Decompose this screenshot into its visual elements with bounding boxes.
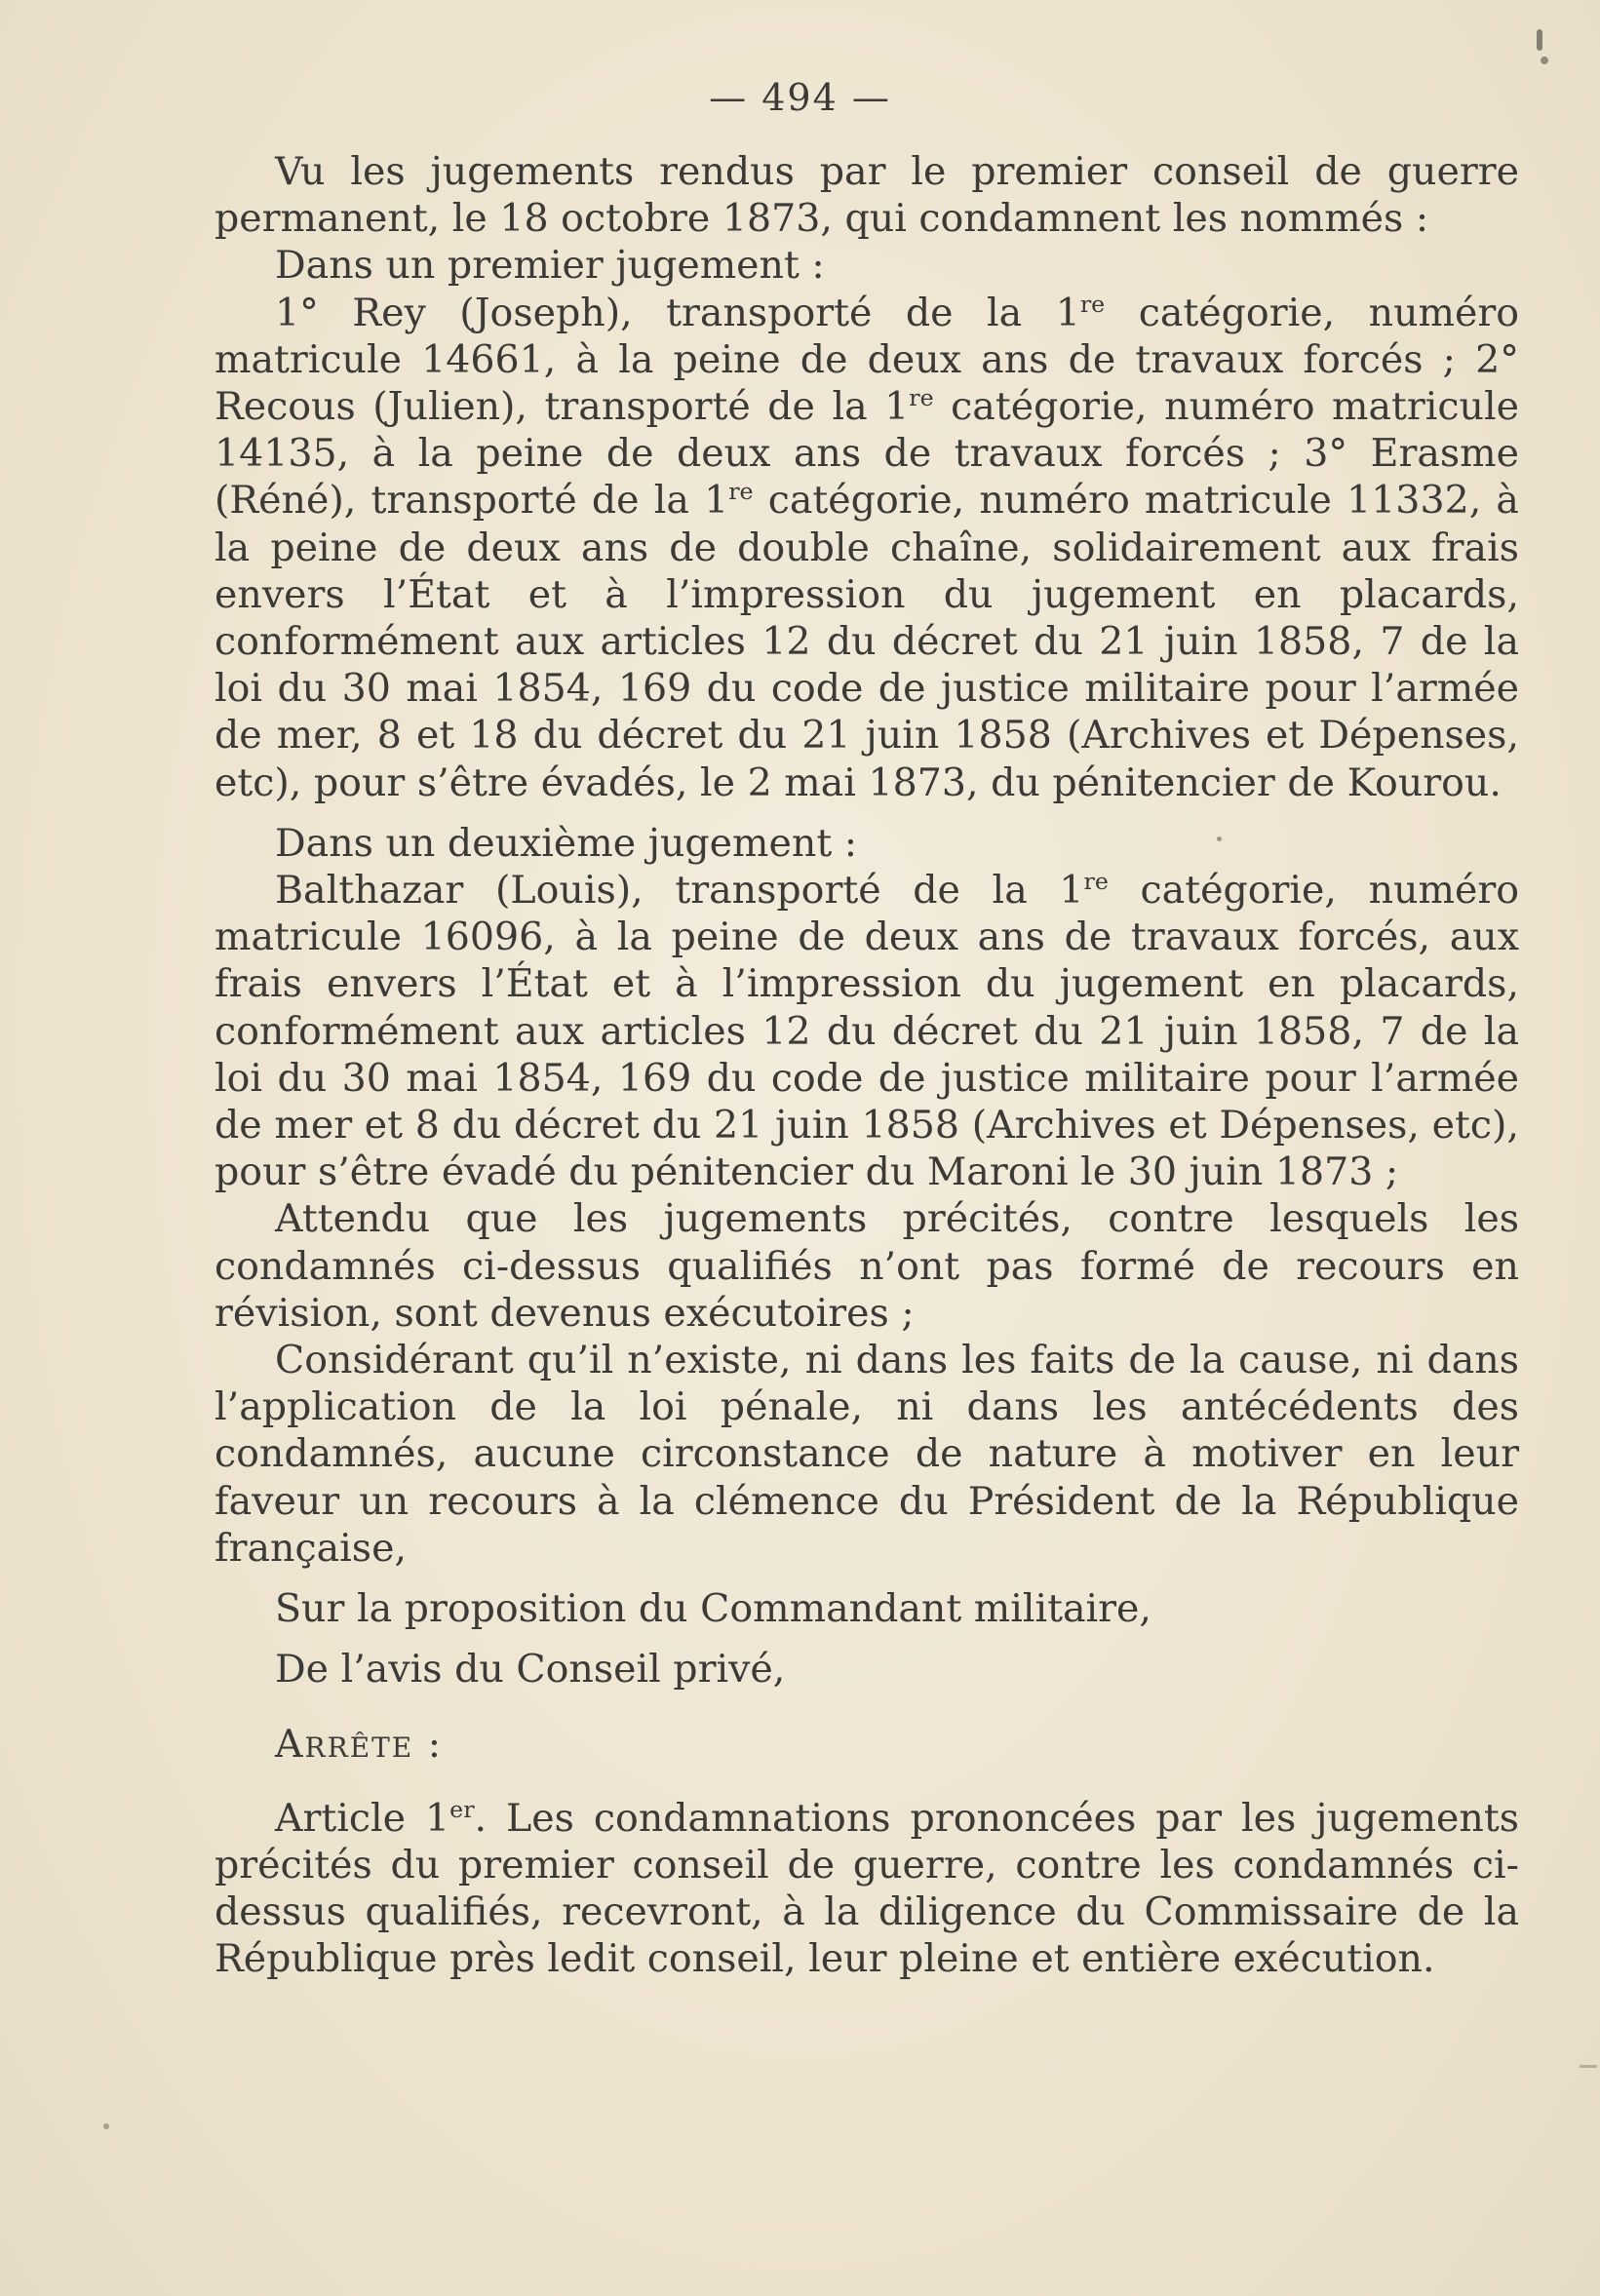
paragraph-avis: De l’avis du Conseil privé,	[275, 1647, 786, 1693]
paragraph-considerant: Considérant qu’il n’existe, ni dans les faits de la cause, ni dans l’application de la loi pénale, ni dans les antécédents des condamnés, aucune circonstance de nature à motiver en leur faveur un recours à la clémence du Président de la République française,	[215, 1338, 1519, 1571]
paragraph-preamble: Vu les jugements rendus par le premier conseil de guerre permanent, le 18 octobre 1873, qui condamnent les nommés :	[215, 149, 1519, 242]
paper-speck	[1537, 29, 1542, 51]
paragraph-proposition: Sur la proposition du Commandant militaire,	[275, 1586, 1151, 1632]
paper-speck	[1217, 837, 1222, 841]
paper-speck	[1541, 57, 1548, 64]
paragraph-second-judgment-heading: Dans un deuxième jugement :	[275, 820, 858, 866]
paragraph-first-judgment: 1° Rey (Joseph), transporté de la 1re catégorie, numéro matricule 14661, à la peine de deux ans de travaux forcés ; 2° Recous (Julien), transporté de la 1re catégorie, numéro matricule 14135, à la peine de deux ans de travaux forcés ; 3° Erasme (Réné), transporté de la 1re catégorie, numéro matricule 11332, à la peine de deux ans de double chaîne, solidairement aux frais envers l’État et à l’impression du jugement en placards, conformément aux articles 12 du décret du 21 juin 1858, 7 de la loi du 30 mai 1854, 169 du code de justice militaire pour l’armée de mer, 8 et 18 du décret du 21 juin 1858 (Archives et Dépenses, etc), pour s’être évadés, le 2 mai 1873, du pénitencier de Kourou.	[215, 290, 1520, 805]
paragraph-first-judgment-heading: Dans un premier jugement :	[275, 243, 825, 289]
paper-speck	[103, 2123, 109, 2129]
paragraph-article-1: Article 1er. Les condamnations prononcées par les jugements précités du premier conseil de guerre, contre les condamnés ci-dessus qualifiés, recevront, à la diligence du Commissaire de la République près ledit conseil, leur pleine et entière exécution.	[215, 1795, 1520, 1982]
page-number: — 494 —	[709, 76, 891, 119]
paragraph-attendu: Attendu que les jugements précités, contre lesquels les condamnés ci-dessus qualifiés n’ont pas formé de recours en révision, sont devenus exécutoires ;	[215, 1196, 1519, 1336]
paper-speck	[1580, 2065, 1597, 2068]
paragraph-second-judgment: Balthazar (Louis), transporté de la 1re catégorie, numéro matricule 16096, à la peine de deux ans de travaux forcés, aux frais envers l’État et à l’impression du jugement en placards, conformément aux articles 12 du décret du 21 juin 1858, 7 de la loi du 30 mai 1854, 169 du code de justice militaire pour l’armée de mer et 8 du décret du 21 juin 1858 (Archives et Dépenses, etc), pour s’être évadé du pénitencier du Maroni le 30 juin 1873 ;	[215, 867, 1520, 1195]
paragraph-arrete: Arrête :	[275, 1721, 444, 1767]
body-text	[215, 148, 1519, 1983]
